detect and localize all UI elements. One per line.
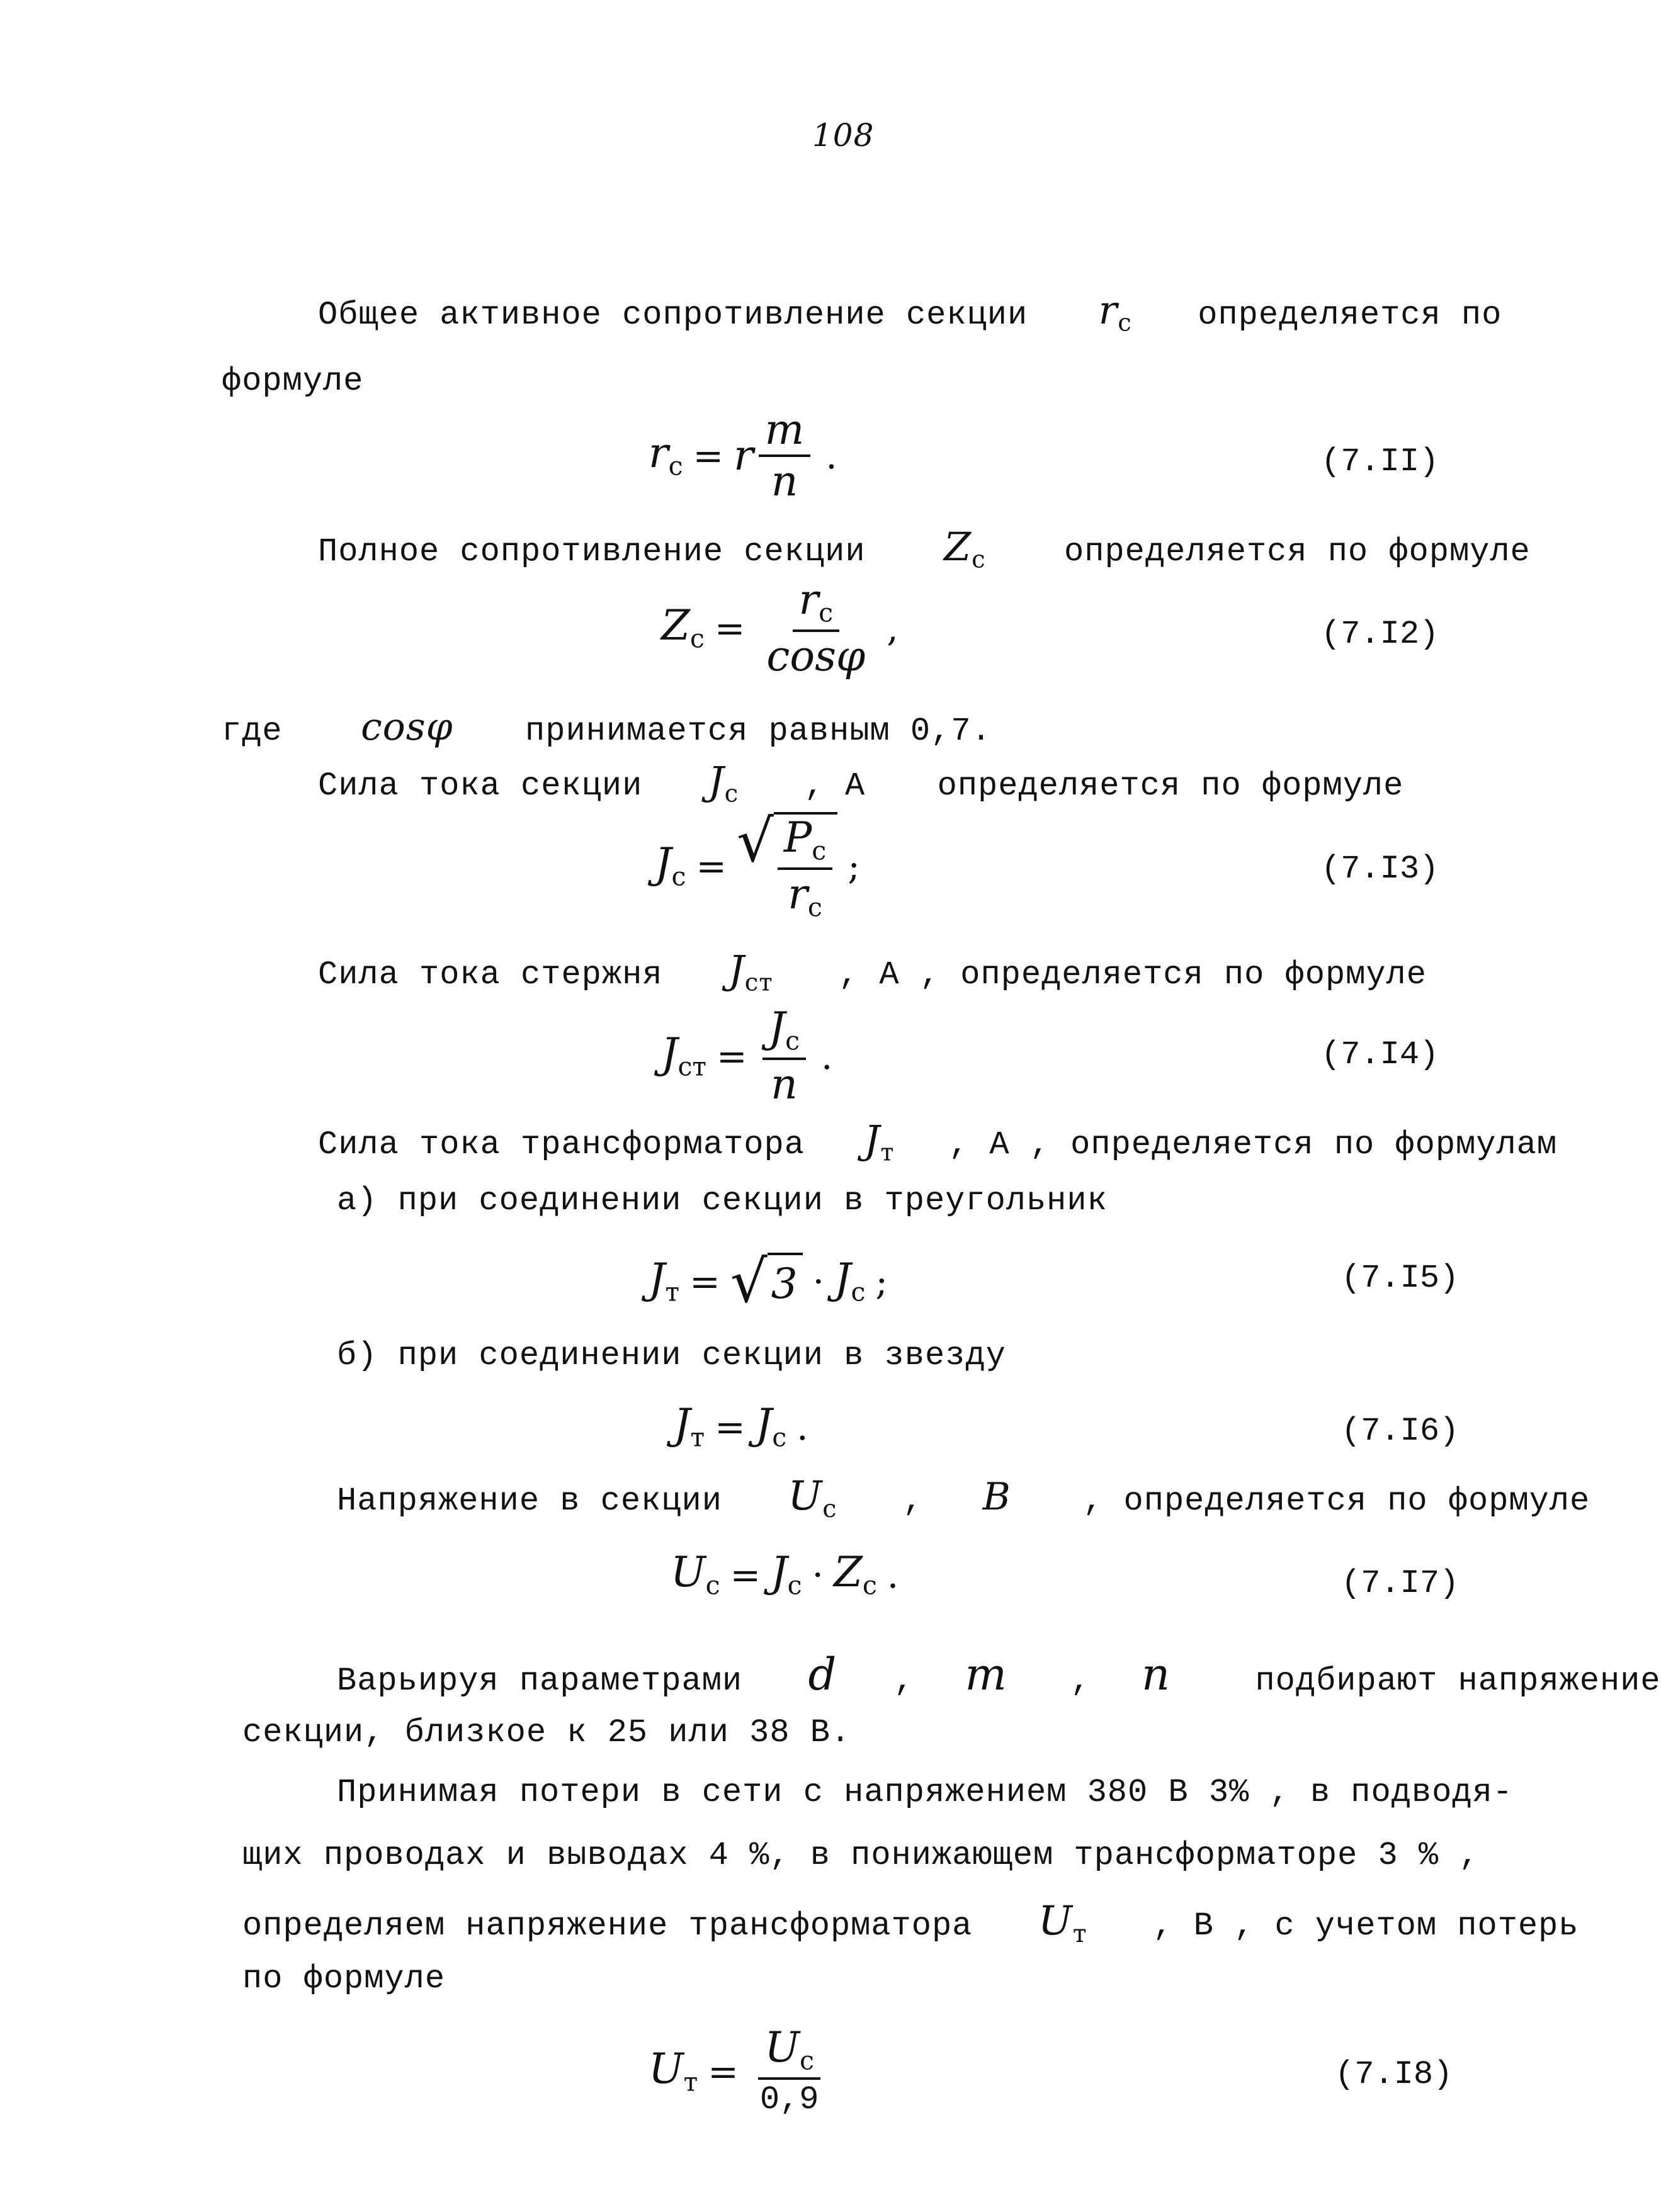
equation-number: (7.I2): [1321, 616, 1439, 653]
equation-7-15: $J_т$ = √ 3 · $J_c$ ;: [649, 1248, 888, 1316]
math-symbol: cosφ: [361, 705, 453, 749]
equation-number: (7.I3): [1321, 850, 1439, 888]
math-symbol: m: [965, 1649, 1007, 1700]
paragraph-line: формуле: [222, 363, 364, 400]
paragraph-line: по формуле: [242, 1960, 446, 1997]
paragraph-line: Варьируя параметрами d , m , n подбирают напряжение: [337, 1649, 1661, 1700]
paragraph-line: Принимая потери в сети с напряжением 380 В 3% , в подводя-: [337, 1774, 1513, 1811]
math-symbol: $Z_c$: [943, 524, 986, 574]
paragraph-line: секции, близкое к 25 или 38 В.: [242, 1714, 851, 1751]
paragraph-line: Напряжение в секции $U_c$ , B , определяется по формуле: [337, 1473, 1590, 1523]
paragraph-line: Сила тока секции $J_c$ , A определяется по формуле: [318, 758, 1404, 808]
paragraph-line: где cosφ принимается равным 0,7.: [222, 705, 992, 750]
equation-number: (7.I4): [1321, 1036, 1439, 1073]
text-segment: определяется по: [1198, 296, 1502, 334]
math-symbol: $U_т$: [1038, 1898, 1087, 1948]
equation-number: (7.I7): [1341, 1565, 1460, 1602]
equation-7-14: $J_{ст}$ = $\frac{J_c}{n}$ .: [661, 1003, 833, 1109]
paragraph-line: Сила тока стержня $J_{ст}$ , A , определяется по формуле: [318, 947, 1427, 997]
paragraph-line: б) при соединении секции в звезду: [337, 1337, 1006, 1374]
math-symbol: $U_c$: [788, 1473, 837, 1523]
math-symbol: $J_{ст}$: [728, 947, 773, 997]
math-symbol: n: [1141, 1649, 1171, 1700]
paragraph-line: [318, 287, 1502, 337]
equation-7-17: $U_c$ = $J_c$ · $Z_c$ .: [671, 1548, 899, 1601]
paragraph-line: а) при соединении секции в треугольник: [337, 1182, 1108, 1219]
math-symbol: $J_c$: [708, 758, 739, 808]
equation-7-18: $U_т$ = $\frac{U_c}{0,9}$: [649, 2027, 830, 2116]
equation-number: (7.I6): [1341, 1413, 1460, 1450]
equation-number: (7.I5): [1341, 1260, 1460, 1297]
paragraph-line: определяем напряжение трансформатора $U_т$ , В , с учетом потерь: [242, 1898, 1579, 1948]
equation-number: (7.I8): [1335, 2056, 1453, 2093]
math-symbol: $r_c$: [1098, 287, 1132, 337]
equation-7-11: $r_c$ = r $\frac{m}{n}$ .: [649, 405, 837, 505]
equation-7-12: $Z_c$ = $\frac{r_c}{\cos\varphi}$ ,: [661, 575, 899, 681]
text-segment: Общее активное сопротивление секции: [318, 296, 1028, 334]
math-symbol: d: [808, 1649, 837, 1700]
paragraph-line: Полное сопротивление секции $Z_c$ определяется по формуле: [318, 524, 1531, 574]
page-number: 108: [812, 117, 875, 154]
paragraph-line: щих проводах и выводах 4 %, в понижающем трансформаторе 3 % ,: [242, 1837, 1480, 1874]
paragraph-line: Сила тока трансформатора $J_т$ , A , определяется по формулам: [318, 1117, 1558, 1167]
equation-7-16: $J_т$ = $J_c$ .: [674, 1400, 808, 1453]
equation-7-13: $J_c$ = √ $\frac{P_c}{r_c}$ ;: [655, 807, 860, 923]
math-symbol: $J_т$: [864, 1117, 895, 1167]
equation-number: (7.II): [1321, 443, 1439, 480]
